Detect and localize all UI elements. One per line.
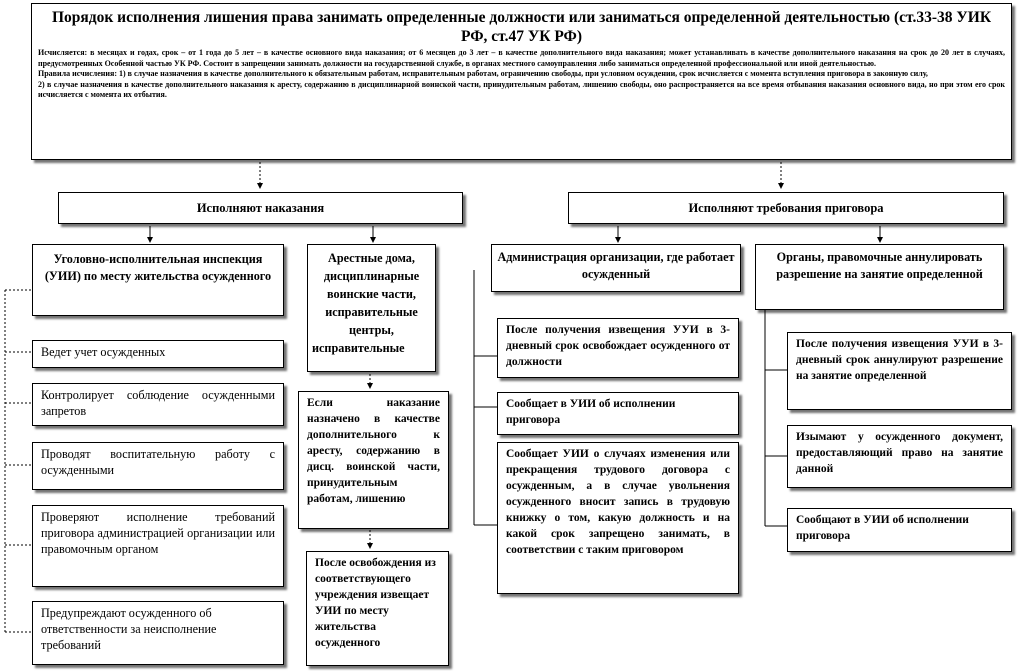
col4-item-1-text: После получения извещения УУИ в 3-дневный срок аннулируют разрешение на занятие определенной [796, 338, 1003, 382]
description-paragraph-2: Правила исчисления: 1) в случае назначения в качестве дополнительного к обязательным работам, исправительным работам, ограничению свободы, при условном осуждении, срок исчисляется с момента вступления приговора в законную силу, [38, 69, 928, 78]
col3-title: Администрация организации, где работает осужденный [497, 250, 735, 281]
col3-item-1-text: После получения извещения УУИ в 3-дневный срок освобождает осужденного от должности [506, 324, 730, 368]
col1-item-3-text: Проводят воспитательную работу с осужденными [41, 447, 275, 477]
col2-item-2 [306, 551, 449, 666]
col2-item-1 [298, 391, 449, 529]
col3-item-3-text: Сообщает УИИ о случаях изменения или прекращения трудового договора с осужденным, а в случае увольнения осужденного вносит запись в трудовую книжку о том, какую должность и на какой срок запрещено занимать, в соответствии с таким приговором [506, 448, 730, 556]
top-description-box [31, 3, 1012, 160]
col1-item-4-text: Проверяют исполнение требований приговора администрацией организации или правомочным органом [41, 510, 275, 556]
col1-item-3 [32, 442, 284, 490]
col4-item-2-text: Изымают у осужденного документ, предоставляющий право на занятие данной [796, 431, 1003, 475]
col1-item-1 [32, 340, 284, 368]
col4-title: Органы, правомочные аннулировать разрешение на занятие определенной [776, 250, 983, 281]
col3-item-2 [497, 392, 739, 435]
col2-item-1-text: Если наказание назначено в качестве дополнительного к аресту, содержанию в дисц. воинской части, принудительным работам, лишению [307, 397, 440, 505]
col4-item-3-text: Сообщают в УИИ об исполнении приговора [796, 514, 969, 542]
col4-title-box [755, 244, 1004, 310]
diagram-title: Порядок исполнения лишения права занимать определенные должности или заниматься определенной деятельностью (ст.33-38 УИК РФ, ст.47 УК РФ) [51, 9, 992, 45]
col1-item-5 [32, 601, 284, 665]
col1-item-2 [32, 383, 284, 426]
col3-item-3 [497, 442, 739, 594]
col1-item-5-text: Предупреждают осужденного об ответственности за неисполнение требований [41, 606, 217, 652]
col2-item-2-text: После освобождения из соответствующего учреждения извещает УИИ по месту жительства осужденного [315, 557, 436, 649]
col2-title-box [307, 244, 436, 372]
left-header-box [58, 192, 463, 224]
description-paragraph-3: 2) в случае назначения в качестве дополнительного наказания к аресту, содержанию в дисциплинарной воинской части, принудительным работам, лишению свободы, оно распространяется на все время отбывания наказания основного вида, но при этом его срок исчисляется с момента их отбытия. [38, 79, 1005, 99]
col1-title: Уголовно-исполнительная инспекция (УИИ) по месту жительства осужденного [44, 252, 272, 283]
col1-title-box [32, 244, 284, 316]
col4-item-1 [787, 332, 1012, 410]
col4-item-3 [787, 508, 1012, 552]
col3-title-box [491, 244, 741, 292]
col2-title: Арестные дома, дисциплинарные воинские части, исправительные центры, исправительные [312, 251, 420, 355]
col3-item-1 [497, 318, 739, 378]
col3-item-2-text: Сообщает в УИИ об исполнении приговора [506, 398, 676, 426]
left-header-label: Исполняют наказания [196, 201, 325, 215]
col1-item-1-text: Ведет учет осужденных [41, 345, 166, 359]
col1-item-4 [32, 505, 284, 587]
col1-item-2-text: Контролирует соблюдение осужденными запретов [41, 388, 275, 418]
description-paragraph-1: Исчисляется: в месяцах и годах, срок – от 1 года до 5 лет – в качестве основного вида наказания; от 6 месяцев до 3 лет – в качестве дополнительного вида наказания; может устанавливать в качестве дополнительного наказания на срок до 20 лет в случаях, предусмотренных Особенной частью УК РФ. Состоит в запрещении занимать должности на государственной службе, в органах местного самоуправления либо заниматься определенной профессиональной или иной деятельностью. [38, 48, 1005, 68]
col4-item-2 [787, 425, 1012, 488]
right-header-box [568, 192, 1004, 224]
right-header-label: Исполняют требования приговора [688, 201, 884, 215]
